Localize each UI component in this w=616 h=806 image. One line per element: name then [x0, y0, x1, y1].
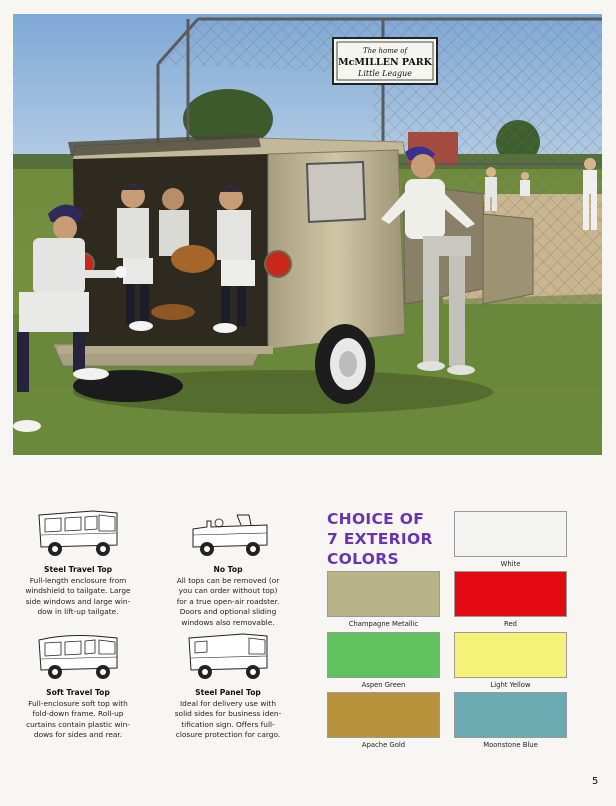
taillight [265, 251, 291, 277]
color-swatch [454, 632, 567, 678]
color-swatch [454, 571, 567, 617]
color-swatch [327, 632, 440, 678]
top-description: Full-enclosure soft top with fold-down frame. Roll-up curtains contain plastic win- dows for sides and rear. [26, 699, 130, 740]
swatch-label: Red [504, 620, 517, 628]
sign-line-2: McMILLEN PARK [338, 57, 432, 68]
swatch-label: Aspen Green [361, 681, 406, 689]
swatch-champagne-metallic [327, 571, 440, 628]
swatch-moonstone-blue [454, 692, 567, 749]
swatch-label: White [500, 560, 521, 568]
page-number: 5 [592, 776, 599, 787]
top-option-soft-travel [18, 628, 138, 741]
swatch-red [454, 571, 567, 628]
swatch-light-yellow [454, 632, 567, 689]
top-name: No Top [213, 565, 243, 574]
top-description: All tops can be removed (or you can order without top) for a true open-air roadster. Doors and optional sliding windows also removable. [176, 576, 280, 627]
steel-panel-top-truck-icon [183, 628, 273, 686]
top-option-steel-panel [168, 628, 288, 741]
steel-travel-top-truck-icon [33, 505, 123, 563]
swatch-label: Light Yellow [490, 681, 531, 689]
colors-heading: CHOICE OF 7 EXTERIOR COLORS [327, 510, 433, 568]
top-name: Steel Travel Top [43, 565, 113, 574]
mcmillen-park-sign [333, 38, 437, 84]
no-top-truck-icon [183, 505, 273, 563]
swatch-label: Moonstone Blue [483, 741, 538, 749]
top-option-steel-travel [18, 505, 138, 618]
color-swatch [454, 511, 567, 557]
color-swatch [327, 692, 440, 738]
swatch-label: Apache Gold [361, 741, 406, 749]
top-name: Steel Panel Top [195, 688, 261, 697]
sign-line-1: The home of [362, 47, 408, 55]
soft-travel-top-truck-icon [33, 628, 123, 686]
top-description: Ideal for delivery use with solid sides for business iden- tification sign. Offers full- closure protection for cargo. [174, 699, 282, 740]
color-swatch [327, 571, 440, 617]
open-door [483, 214, 533, 304]
swatch-label: Champagne Metallic [348, 620, 419, 628]
photo-illustration [13, 14, 602, 455]
color-swatch [454, 692, 567, 738]
top-description: Full-length enclosure from windshield to tailgate. Large side windows and large win- dow in lift-up tailgate. [25, 576, 131, 617]
sign-line-3: Little League [358, 69, 412, 78]
swatch-apache-gold [327, 692, 440, 749]
top-option-no-top [168, 505, 288, 628]
baseball-team-truck-photo [13, 14, 602, 455]
top-name: Soft Travel Top [46, 688, 110, 697]
swatch-aspen-green [327, 632, 440, 689]
swatch-white [454, 511, 567, 568]
